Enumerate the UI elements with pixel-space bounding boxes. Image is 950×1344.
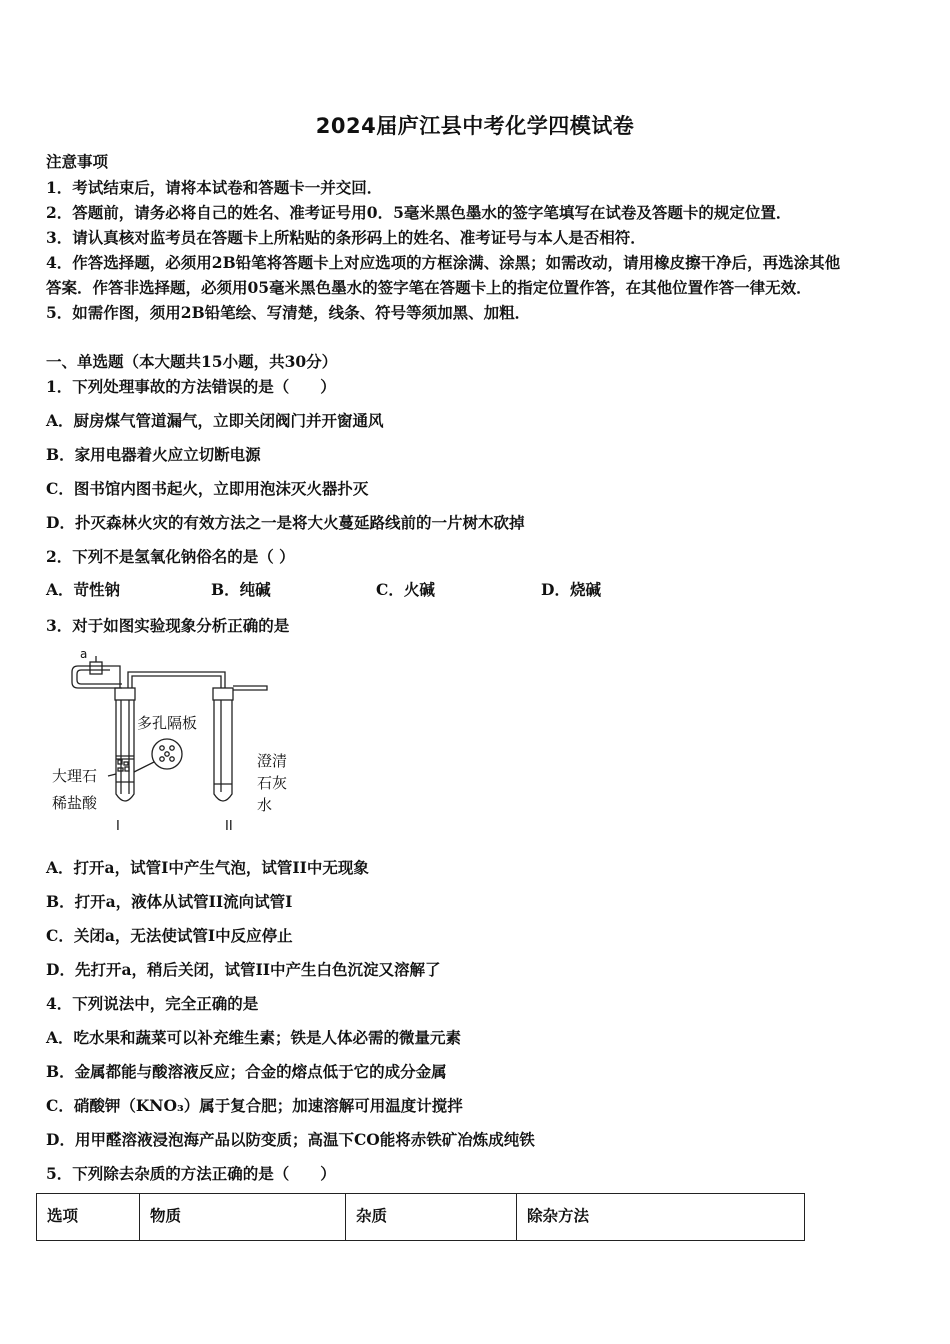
q3-option-b: B．打开a，液体从试管II流向试管I xyxy=(46,892,293,911)
q5-table xyxy=(36,1193,805,1241)
q2-option-d: D．烧碱 xyxy=(541,580,601,599)
page-title: 2024届庐江县中考化学四模试卷 xyxy=(315,114,635,138)
q3-apparatus-figure xyxy=(50,644,310,840)
q2-option-c: C．火碱 xyxy=(376,580,435,599)
acid-label: 稀盐酸 xyxy=(52,794,98,812)
q3-option-a: A．打开a，试管I中产生气泡，试管II中无现象 xyxy=(46,858,369,877)
notice-item-5: 5．如需作图，须用2B铅笔绘、写清楚，线条、符号等须加黑、加粗． xyxy=(46,303,531,322)
notice-item-3: 3．请认真核对监考员在答题卡上所粘贴的条形码上的姓名、准考证号与本人是否相符． xyxy=(46,228,646,247)
table-header-method: 除杂方法 xyxy=(517,1194,805,1241)
tube1-label: I xyxy=(116,819,120,834)
tube2-label: II xyxy=(225,819,233,834)
table-header-row xyxy=(37,1194,805,1241)
notice-item-4: 4．作答选择题，必须用2B铅笔将答题卡上对应选项的方框涂满、涂黑；如需改动，请用橡皮擦干净后，再选涂其他 xyxy=(46,253,841,272)
q2-option-b: B．纯碱 xyxy=(211,580,271,599)
table-header-substance: 物质 xyxy=(140,1194,346,1241)
table-header-impurity: 杂质 xyxy=(346,1194,517,1241)
notice-item-4-cont: 答案．作答非选择题，必须用05毫米黑色墨水的签字笔在答题卡上的指定位置作答，在其他位置作答一律无效． xyxy=(46,278,812,297)
baffle-label: 多孔隔板 xyxy=(137,714,198,732)
q4-option-a: A．吃水果和蔬菜可以补充维生素；铁是人体必需的微量元素 xyxy=(46,1028,462,1047)
q3-stem: 3．对于如图实验现象分析正确的是 xyxy=(46,616,290,635)
q4-option-c: C．硝酸钾（KNO₃）属于复合肥；加速溶解可用温度计搅拌 xyxy=(46,1096,463,1115)
q2-option-a: A．苛性钠 xyxy=(46,580,121,599)
q1-option-a: A．厨房煤气管道漏气，立即关闭阀门并开窗通风 xyxy=(46,411,384,430)
limewater-label-1: 澄清 xyxy=(257,752,288,770)
q3-option-d: D．先打开a，稍后关闭，试管II中产生白色沉淀又溶解了 xyxy=(46,960,441,979)
section-heading: 一、单选题（本大题共15小题，共30分） xyxy=(46,352,338,371)
q1-option-c: C．图书馆内图书起火，立即用泡沫灭火器扑灭 xyxy=(46,479,369,498)
limewater-label-3: 水 xyxy=(257,796,273,814)
valve-label: a xyxy=(80,647,88,661)
q1-option-d: D．扑灭森林火灾的有效方法之一是将大火蔓延路线前的一片树木砍掉 xyxy=(46,513,525,532)
q4-stem: 4．下列说法中，完全正确的是 xyxy=(46,994,259,1013)
notice-item-1: 1．考试结束后，请将本试卷和答题卡一并交回． xyxy=(46,178,383,197)
table-header-option: 选项 xyxy=(37,1194,140,1241)
q1-stem: 1．下列处理事故的方法错误的是（ ） xyxy=(46,377,336,396)
marble-label: 大理石 xyxy=(52,767,98,785)
notice-item-2: 2．答题前，请务必将自己的姓名、准考证号用0．5毫米黑色墨水的签字笔填写在试卷及答题卡的规定位置． xyxy=(46,203,792,222)
q2-stem: 2．下列不是氢氧化钠俗名的是（ ） xyxy=(46,547,295,566)
notice-heading: 注意事项 xyxy=(46,152,109,171)
q1-option-b: B．家用电器着火应立切断电源 xyxy=(46,445,261,464)
q3-option-c: C．关闭a，无法使试管I中反应停止 xyxy=(46,926,293,945)
q4-option-b: B．金属都能与酸溶液反应；合金的熔点低于它的成分金属 xyxy=(46,1062,447,1081)
q5-stem: 5．下列除去杂质的方法正确的是（ ） xyxy=(46,1164,336,1183)
q4-option-d: D．用甲醛溶液浸泡海产品以防变质；高温下CO能将赤铁矿冶炼成纯铁 xyxy=(46,1130,535,1149)
limewater-label-2: 石灰 xyxy=(257,774,288,792)
